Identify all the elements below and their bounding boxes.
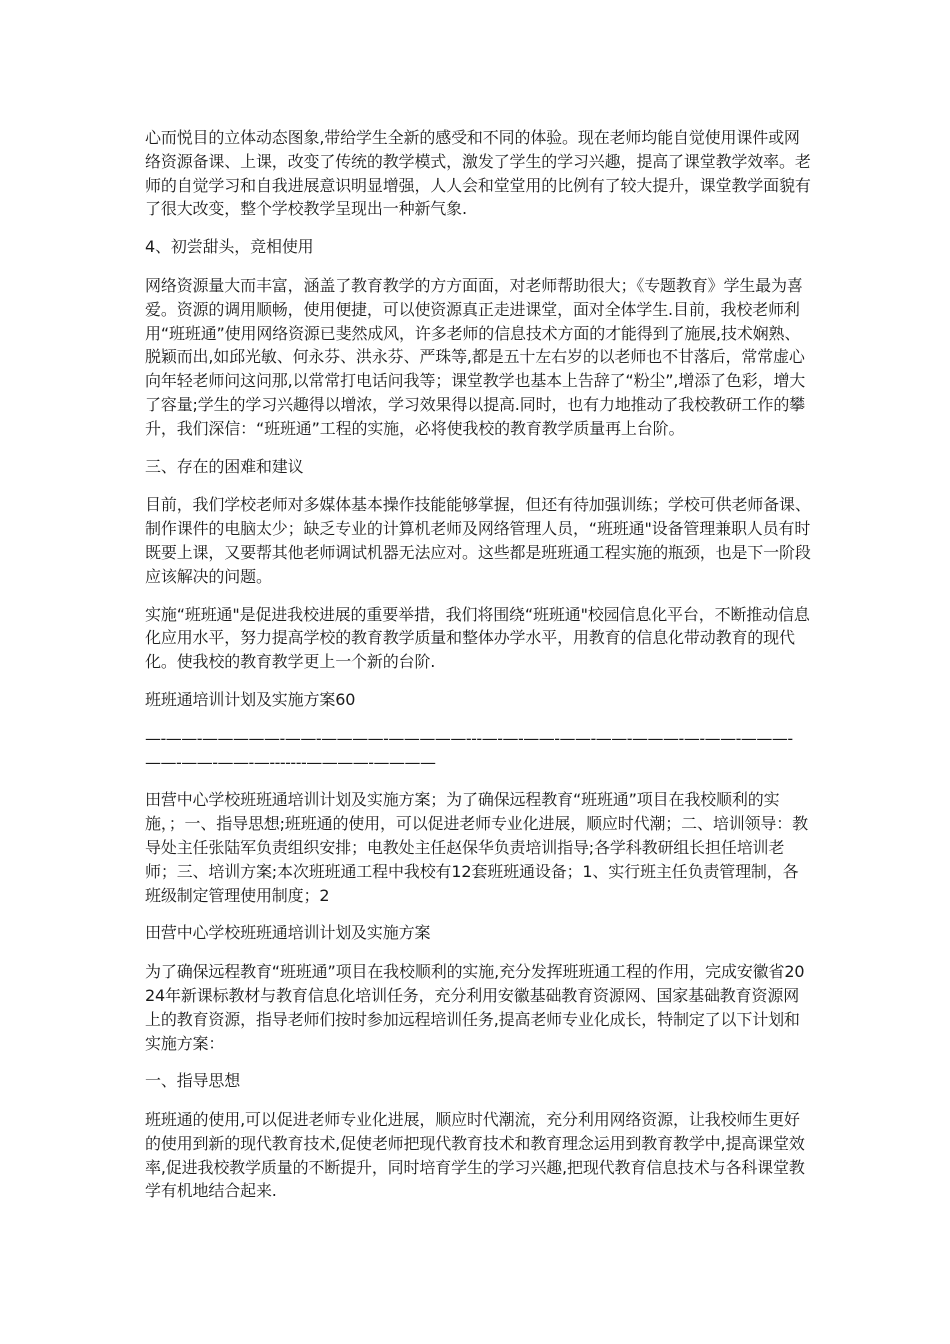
paragraph-plan-abstract: 田营中心学校班班通培训计划及实施方案；为了确保远程教育“班班通”项目在我校顺利的实施，；一、指导思想;班班通的使用，可以促进老师专业化进展，顺应时代潮；二、培训领导：教导处主任张陆军负责组织安排；电教处主任赵保华负责培训指导;各学科教研组长担任培训老师；三、培训方案;本次班班通工程中我校有12套班班通设备；1、实行班主任负责管理制，各班级制定管理使用制度；2: [145, 790, 808, 905]
plan-title: 田营中心学校班班通培训计划及实施方案: [145, 923, 431, 943]
dash-separator-line: —-——-—————-——-————-—————---—-—-——-——-——-———-—-——-———-——-——-——-—-------————-————: [145, 728, 793, 772]
paragraph-teaching-effect: 心而悦目的立体动态图象,带给学生全新的感受和不同的体验。现在老师均能自觉使用课件或网络资源备课、上课，改变了传统的教学模式，激发了学生的学习兴趣，提高了课堂教学效率。老师的自觉学习和自我进展意识明显增强，人人会和堂堂用的比例有了较大提升，课堂教学面貌有了很大改变，整个学校教学呈现出一种新气象.: [145, 128, 811, 219]
section-heading-guiding-thought: 一、指导思想: [145, 1071, 241, 1091]
document-body: [145, 126, 813, 1217]
section-heading-first-taste: 4、初尝甜头，竞相使用: [145, 237, 314, 257]
document-title-training-plan: 班班通培训计划及实施方案60: [145, 689, 356, 709]
paragraph-guiding-thought: 班班通的使用,可以促进老师专业化进展，顺应时代潮流，充分利用网络资源，让我校师生更好的使用到新的现代教育技术,促使老师把现代教育技术和教育理念运用到教育教学中,提高课堂效率,促进我校教学质量的不断提升，同时培育学生的学习兴趣,把现代教育信息技术与各科课堂教学有机地结合起来.: [145, 1110, 805, 1201]
paragraph-network-resources: 网络资源量大而丰富，涵盖了教育教学的方方面面，对老师帮助很大；《专题教育》学生最为喜爱。资源的调用顺畅，使用便捷，可以使资源真正走进课堂，面对全体学生.目前，我校老师利用“班班通”使用网络资源已斐然成风，许多老师的信息技术方面的才能得到了施展,技术娴熟、脱颖而出,如邱光敏、何永芬、洪永芬、严珠等,都是五十左右岁的以老师也不甘落后，常常虚心向年轻老师问这问那,以常常打电话问我等；课堂教学也基本上告辞了“粉尘”,增添了色彩，增大了容量;学生的学习兴趣得以增浓，学习效果得以提高.同时，也有力地推动了我校教研工作的攀升，我们深信：“班班通”工程的实施，必将使我校的教育教学质量再上台阶。: [145, 275, 806, 438]
paragraph-implementation-summary: 实施“班班通"是促进我校进展的重要举措，我们将围绕“班班通"校园信息化平台，不断推动信息化应用水平，努力提高学校的教育教学质量和整体办学水平，用教育的信息化带动教育的现代化。使我校的教育教学更上一个新的台阶.: [145, 604, 810, 672]
paragraph-plan-intro: 为了确保远程教育“班班通”项目在我校顺利的实施,充分发挥班班通工程的作用，完成安徽省2024年新课标教材与教育信息化培训任务，充分利用安徽基础教育资源网、国家基础教育资源网上的教育资源，指导老师们按时参加远程培训任务,提高老师专业化成长，特制定了以下计划和实施方案：: [145, 962, 805, 1053]
section-heading-difficulties: 三、存在的困难和建议: [145, 456, 304, 476]
paragraph-current-problems: 目前，我们学校老师对多媒体基本操作技能能够掌握，但还有待加强训练；学校可供老师备课、制作课件的电脑太少；缺乏专业的计算机老师及网络管理人员，“班班通"设备管理兼职人员有时既要上课，又要帮其他老师调试机器无法应对。这些都是班班通工程实施的瓶颈，也是下一阶段应该解决的问题。: [145, 495, 811, 586]
